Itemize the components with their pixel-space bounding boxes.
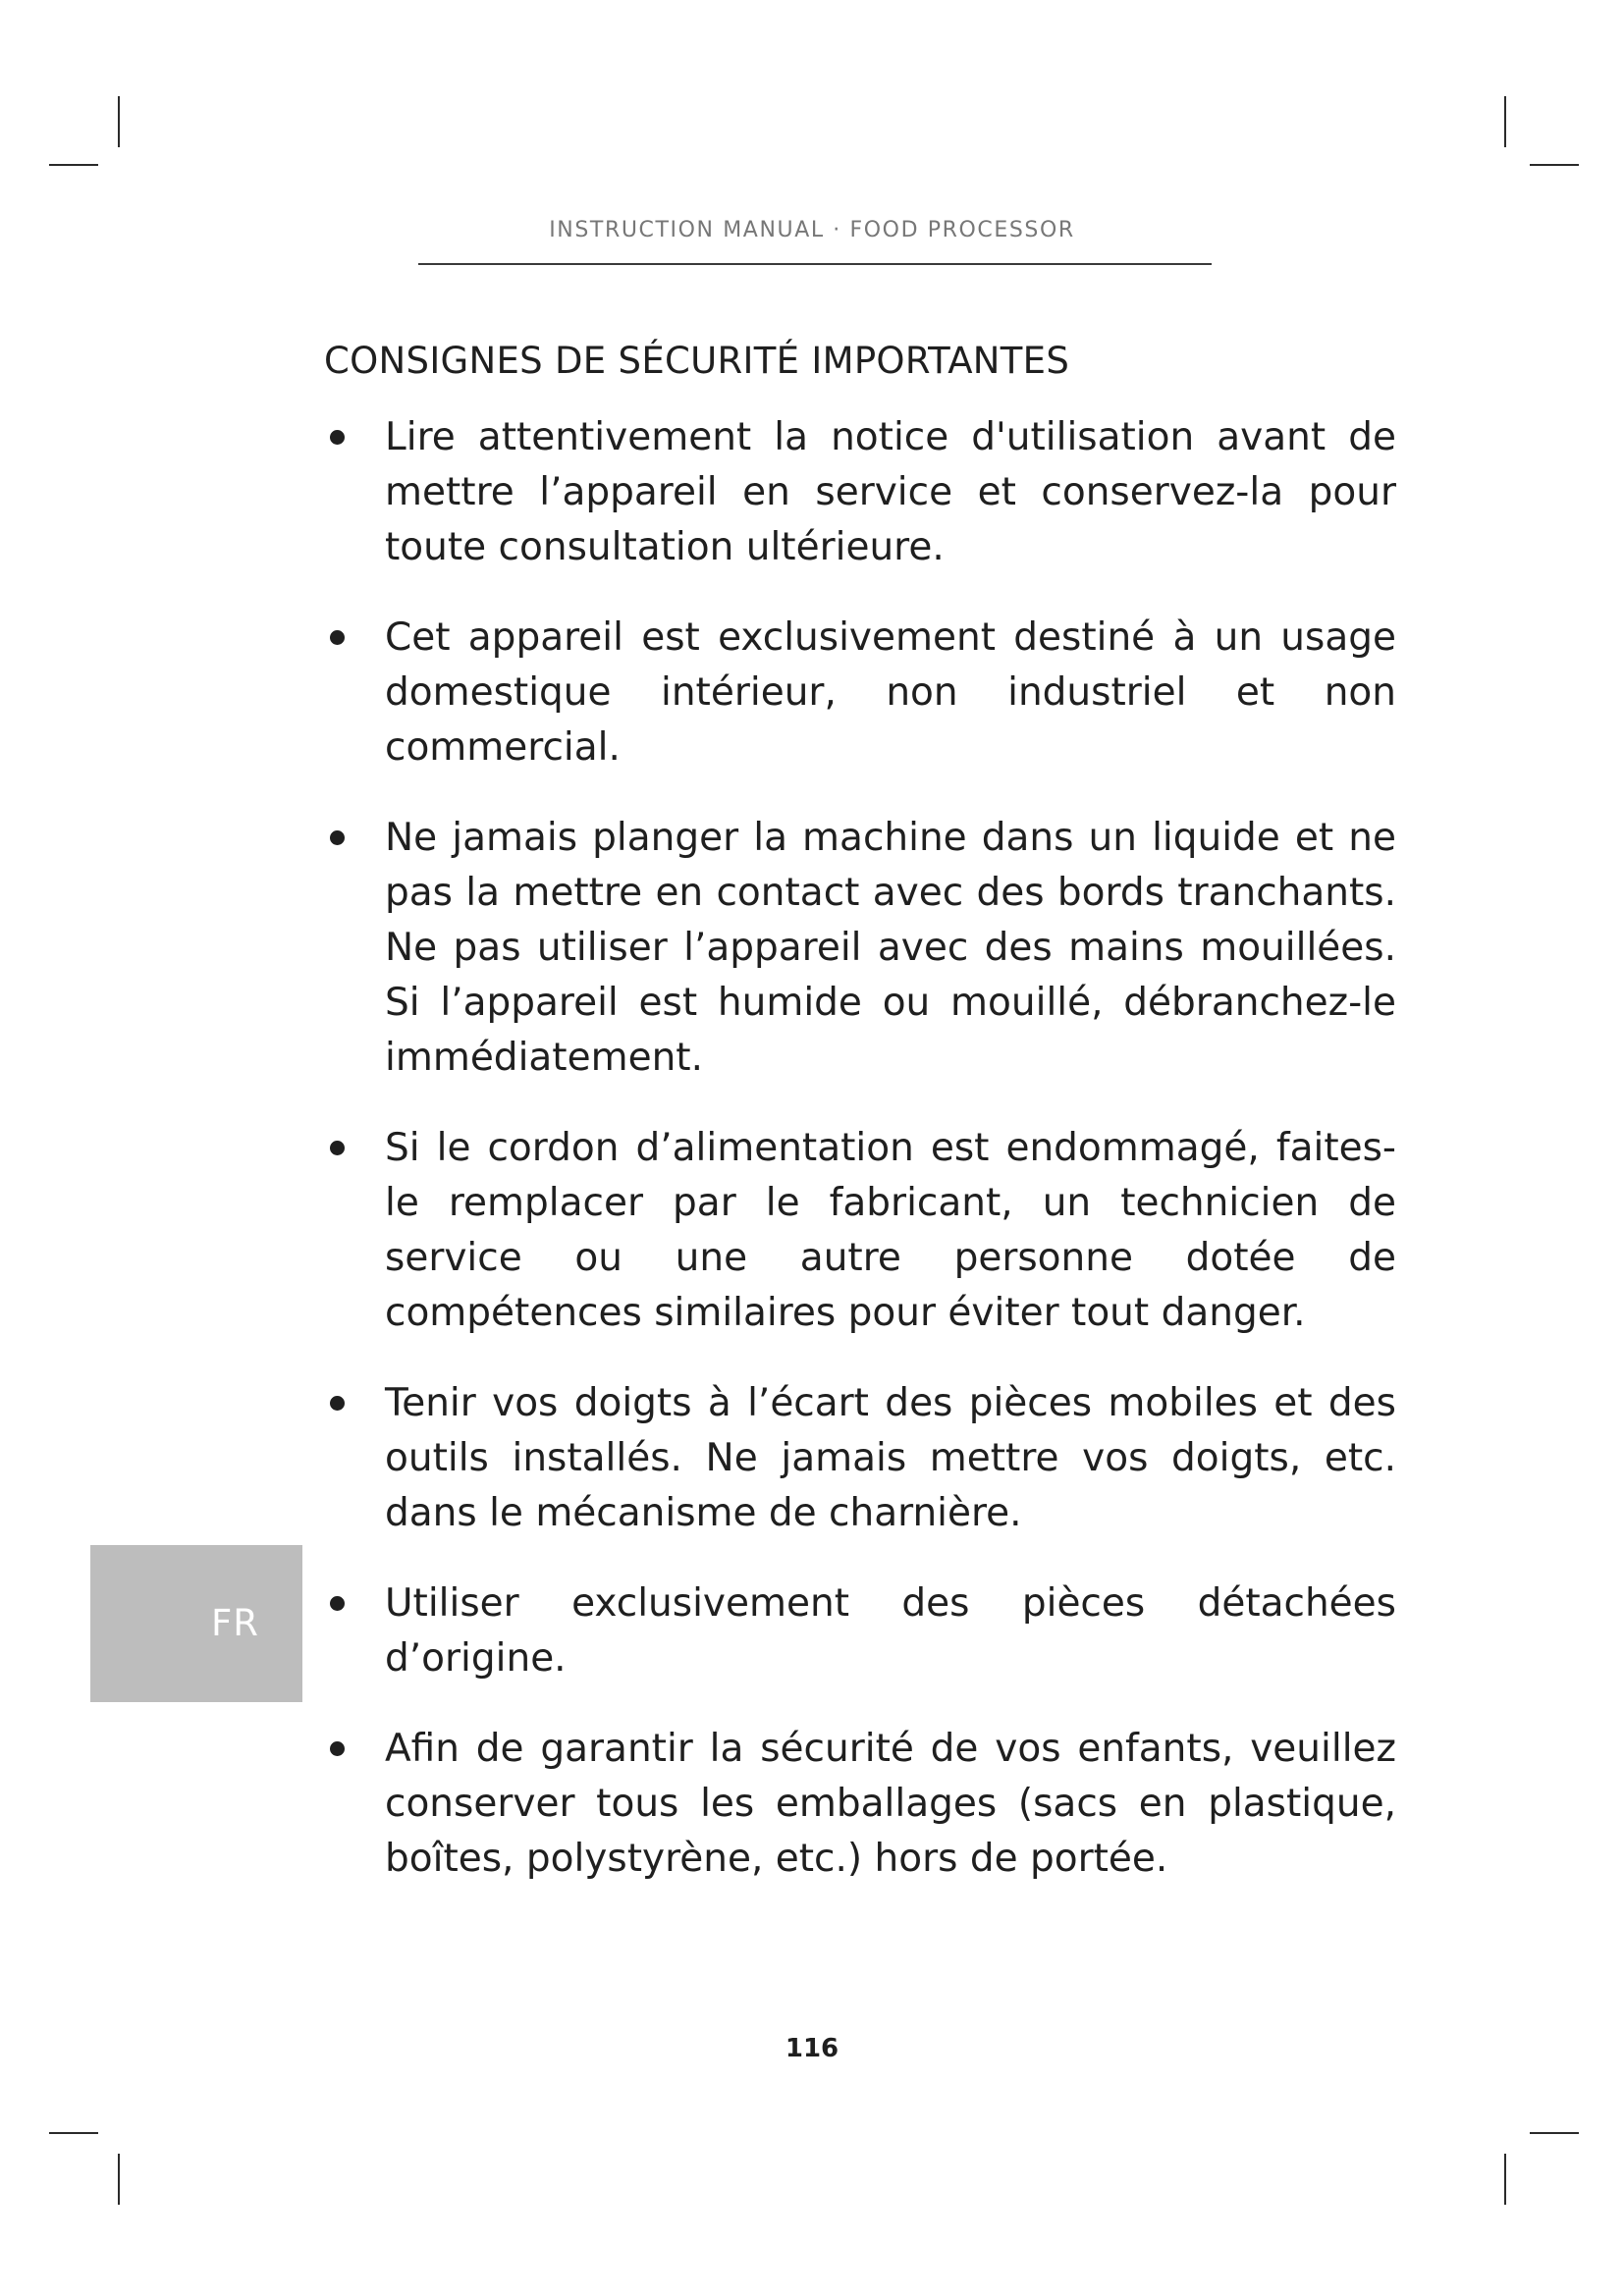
safety-instruction-text: Cet appareil est exclusivement destiné à un usage domestique intérieur, non industriel et non commercial. (385, 615, 1396, 770)
bullet-icon (330, 1141, 345, 1155)
bullet-icon (330, 1596, 345, 1611)
bullet-icon (330, 430, 345, 445)
crop-mark-bottom-left-vertical (118, 2154, 120, 2205)
safety-instruction-item (324, 1121, 1396, 1341)
running-header: INSTRUCTION MANUAL · FOOD PROCESSOR (549, 218, 1075, 242)
safety-instructions-list (324, 410, 1396, 1922)
safety-instruction-item (324, 1576, 1396, 1686)
section-title: CONSIGNES DE SÉCURITÉ IMPORTANTES (324, 340, 1070, 382)
language-tab (90, 1545, 302, 1702)
safety-instruction-item (324, 410, 1396, 575)
safety-instruction-text: Si le cordon d’alimentation est endommagé, faites-le remplacer par le fabricant, un technicien de service ou une autre personne dotée de compétences similaires pour éviter tout danger. (385, 1126, 1396, 1335)
bullet-icon (330, 1741, 345, 1756)
safety-instruction-text: Ne jamais planger la machine dans un liquide et ne pas la mettre en contact avec des bords tranchants. Ne pas utiliser l’appareil avec des mains mouillées. Si l’appareil est humide ou mouillé, débranchez-le immédiatement. (385, 816, 1396, 1080)
safety-instruction-text: Utiliser exclusivement des pièces détachées d’origine. (385, 1581, 1396, 1681)
bullet-icon (330, 830, 345, 845)
language-tab-label: FR (211, 1602, 259, 1644)
crop-mark-top-right-vertical (1504, 96, 1506, 147)
safety-instruction-text: Tenir vos doigts à l’écart des pièces mobiles et des outils installés. Ne jamais mettre vos doigts, etc. dans le mécanisme de charnière. (385, 1381, 1396, 1535)
crop-mark-top-left-horizontal (49, 164, 98, 166)
safety-instruction-text: Lire attentivement la notice d'utilisation avant de mettre l’appareil en service et conservez-la pour toute consultation ultérieure. (385, 415, 1396, 569)
safety-instruction-item (324, 1376, 1396, 1541)
page-number: 116 (785, 2034, 839, 2063)
crop-mark-top-right-horizontal (1530, 164, 1579, 166)
bullet-icon (330, 1396, 345, 1411)
safety-instruction-text: Afin de garantir la sécurité de vos enfants, veuillez conserver tous les emballages (sacs en plastique, boîtes, polystyrène, etc.) hors de portée. (385, 1727, 1396, 1881)
bullet-icon (330, 630, 345, 645)
crop-mark-bottom-left-horizontal (49, 2132, 98, 2134)
header-rule (418, 263, 1212, 265)
crop-mark-bottom-right-horizontal (1530, 2132, 1579, 2134)
crop-mark-bottom-right-vertical (1504, 2154, 1506, 2205)
safety-instruction-item (324, 811, 1396, 1086)
safety-instruction-item (324, 1722, 1396, 1887)
crop-mark-top-left-vertical (118, 96, 120, 147)
safety-instruction-item (324, 611, 1396, 775)
